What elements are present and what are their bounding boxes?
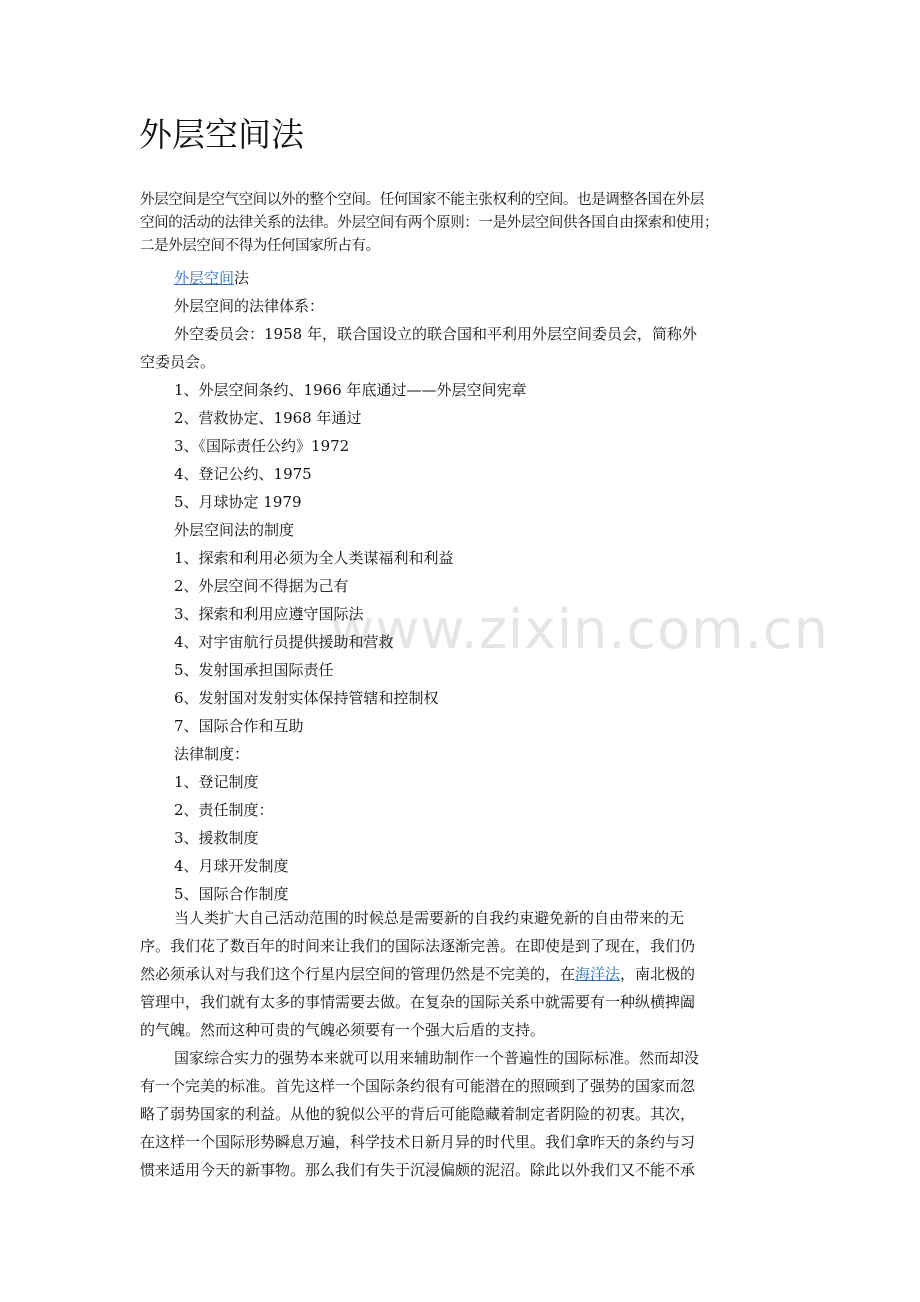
- essay-line: 国家综合实力的强势本来就可以用来辅助制作一个普遍性的国际标准。然而却没: [174, 1049, 700, 1067]
- essay-paragraph-2: [140, 1044, 780, 1184]
- essay-line: 略了弱势国家的利益。从他的貌似公平的背后可能隐藏着制定者阴险的初衷。其次，: [140, 1105, 696, 1123]
- legal-system-heading: 法律制度：: [174, 745, 250, 763]
- system-list-item: 7、国际合作和互助: [174, 717, 304, 735]
- essay-line: 的气魄。然而这种可贵的气魄必须要有一个强大后盾的支持。: [140, 1021, 546, 1039]
- legal-system-item: 4、月球开发制度: [174, 857, 289, 875]
- essay-text: ，南北极的: [620, 965, 696, 983]
- section-heading: 外层空间的法律体系：: [174, 297, 325, 315]
- treaty-list-item: 5、月球协定 1979: [174, 493, 302, 511]
- essay-line: 当人类扩大自己活动范围的时候总是需要新的自我约束避免新的自由带来的无: [174, 909, 685, 927]
- legal-system-item: 2、责任制度：: [174, 801, 274, 819]
- treaty-list-item: 3、《国际责任公约》1972: [174, 437, 350, 455]
- link-heading-suffix: 法: [234, 269, 250, 287]
- system-list-item: 4、对宇宙航行员提供援助和营救: [174, 633, 394, 651]
- outer-space-link[interactable]: 外层空间: [174, 269, 235, 287]
- intro-line: 外层空间是空气空间以外的整个空间。任何国家不能主张权利的空间。也是调整各国在外层: [140, 192, 704, 208]
- system-list-item: 3、探索和利用应遵守国际法: [174, 605, 364, 623]
- essay-line: 管理中，我们就有太多的事情需要去做。在复杂的国际关系中就需要有一种纵横捭阖: [140, 993, 696, 1011]
- essay-line: 惯来适用今天的新事物。那么我们有失于沉浸偏颇的泥沼。除此以外我们又不能不承: [140, 1161, 696, 1179]
- system-list-item: 6、发射国对发射实体保持管辖和控制权: [174, 689, 439, 707]
- treaty-list-item: 2、营救协定、1968 年通过: [174, 409, 362, 427]
- intro-paragraph: [140, 189, 780, 258]
- essay-line: 在这样一个国际形势瞬息万遍，科学技术日新月异的时代里。我们拿昨天的条约与习: [140, 1133, 696, 1151]
- maritime-law-link[interactable]: 海洋法: [575, 965, 621, 983]
- document-body: [140, 264, 780, 908]
- treaty-list-item: 1、外层空间条约、1966 年底通过——外层空间宪章: [174, 381, 527, 399]
- legal-system-item: 5、国际合作制度: [174, 885, 289, 903]
- committee-line: 外空委员会：1958 年，联合国设立的联合国和平利用外层空间委员会，简称外: [174, 325, 697, 343]
- essay-text: 然必须承认对与我们这个行星内层空间的管理仍然是不完美的，在: [140, 965, 576, 983]
- legal-system-item: 3、援救制度: [174, 829, 259, 847]
- system-list-item: 1、探索和利用必须为全人类谋福利和利益: [174, 549, 454, 567]
- document-title: 外层空间法: [139, 115, 304, 154]
- system-list-item: 2、外层空间不得据为己有: [174, 577, 349, 595]
- system-heading: 外层空间法的制度: [174, 521, 295, 539]
- treaty-list-item: 4、登记公约、1975: [174, 465, 312, 483]
- essay-line: 有一个完美的标准。首先这样一个国际条约很有可能潜在的照顾到了强势的国家而忽: [140, 1077, 696, 1095]
- link-heading: [140, 264, 780, 292]
- committee-line-wrap: 空委员会。: [140, 353, 216, 371]
- intro-line: 空间的活动的法律关系的法律。外层空间有两个原则：一是外层空间供各国自由探索和使用；: [140, 215, 719, 231]
- legal-system-item: 1、登记制度: [174, 773, 259, 791]
- essay-line: [140, 960, 780, 988]
- intro-line: 二是外层空间不得为任何国家所占有。: [140, 238, 380, 254]
- system-list-item: 5、发射国承担国际责任: [174, 661, 334, 679]
- essay-paragraph-1: [140, 904, 780, 1044]
- watermark: www.zixin.com.cn: [330, 598, 829, 661]
- essay-line: 序。我们花了数百年的时间来让我们的国际法逐渐完善。在即使是到了现在，我们仍: [140, 937, 696, 955]
